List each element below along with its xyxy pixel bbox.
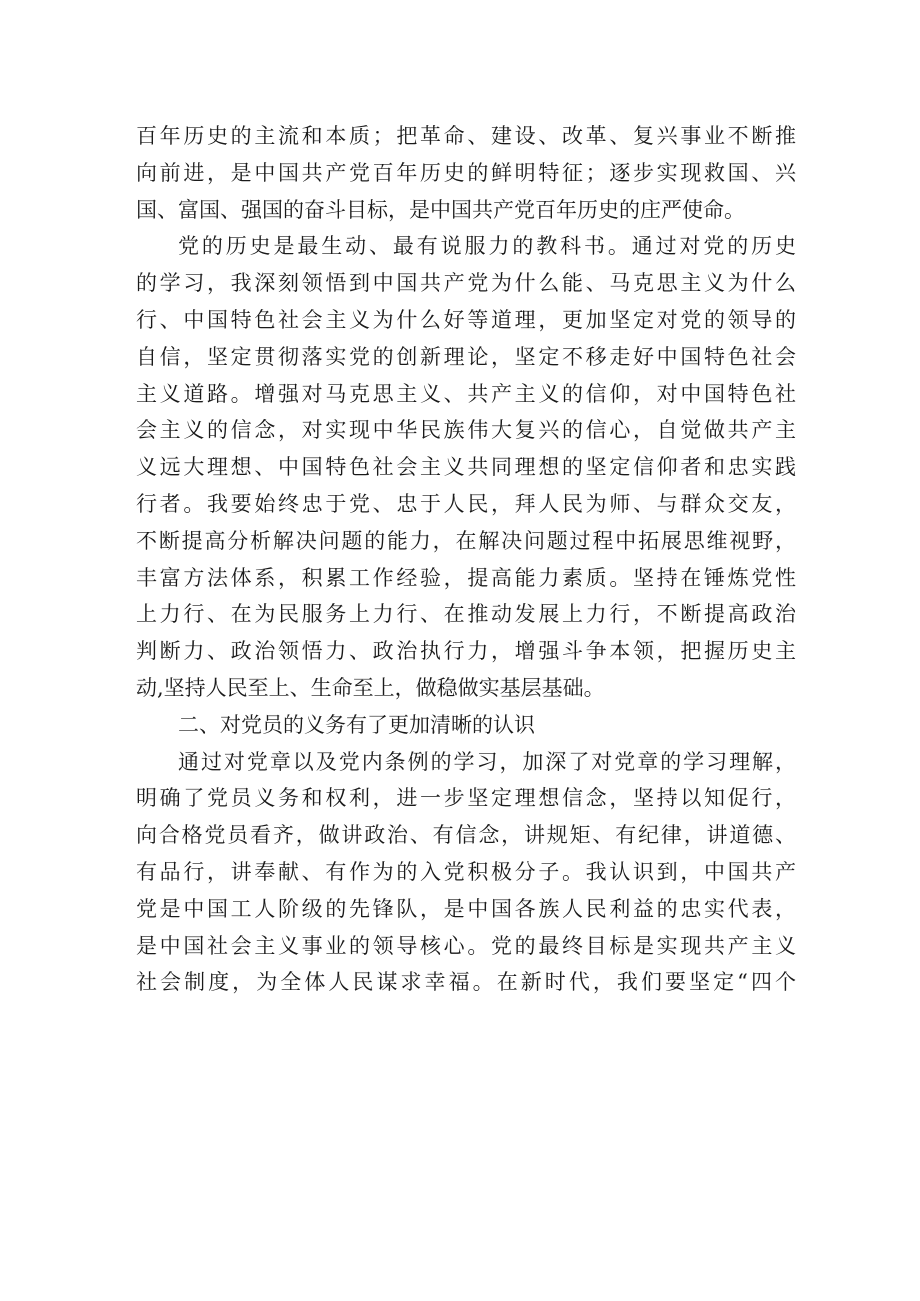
- text-line: 不断提高分析解决问题的能力，在解决问题过程中拓展思维视野，: [136, 528, 796, 553]
- text-line: 动,坚持人民至上、生命至上，做稳做实基层基础。: [136, 675, 605, 700]
- text-line: 通过对党章以及党内条例的学习，加深了对党章的学习理解，: [178, 749, 796, 774]
- text-line: 明确了党员义务和权利，进一步坚定理想信念，坚持以知促行，: [136, 786, 796, 811]
- text-line: 行、中国特色社会主义为什么好等道理，更加坚定对党的领导的: [136, 307, 796, 332]
- document-body: [136, 118, 796, 1001]
- text-line: 党的历史是最生动、最有说服力的教科书。通过对党的历史: [178, 234, 796, 259]
- text-line: 丰富方法体系，积累工作经验，提高能力素质。坚持在锤炼党性: [136, 565, 796, 590]
- text-line: 是中国社会主义事业的领导核心。党的最终目标是实现共产主义: [136, 933, 796, 958]
- text-line: 行者。我要始终忠于党、忠于人民，拜人民为师、与群众交友，: [136, 491, 796, 516]
- text-line: 党是中国工人阶级的先锋队，是中国各族人民利益的忠实代表，: [136, 896, 796, 921]
- text-line: 有品行，讲奉献、有作为的入党积极分子。我认识到，中国共产: [136, 859, 796, 884]
- text-line: 自信，坚定贯彻落实党的创新理论，坚定不移走好中国特色社会: [136, 344, 796, 369]
- text-line: 上力行、在为民服务上力行、在推动发展上力行，不断提高政治: [136, 602, 796, 627]
- text-line: 百年历史的主流和本质；把革命、建设、改革、复兴事业不断推: [136, 124, 796, 148]
- text-line: 主义道路。增强对马克思主义、共产主义的信仰，对中国特色社: [136, 381, 796, 406]
- section-heading: 二、对党员的义务有了更加清晰的认识: [178, 712, 535, 737]
- text-line: 义远大理想、中国特色社会主义共同理想的坚定信仰者和忠实践: [136, 455, 796, 480]
- text-line: 国、富国、强国的奋斗目标，是中国共产党百年历史的庄严使命。: [136, 197, 745, 222]
- text-line: 会主义的信念，对实现中华民族伟大复兴的信心，自觉做共产主: [136, 418, 796, 443]
- text-line: 社会制度，为全体人民谋求幸福。在新时代，我们要坚定“四个: [136, 970, 796, 995]
- text-line: 的学习，我深刻领悟到中国共产党为什么能、马克思主义为什么: [136, 271, 796, 296]
- text-line: 判断力、政治领悟力、政治执行力，增强斗争本领，把握历史主: [136, 639, 796, 664]
- text-line: 向合格党员看齐，做讲政治、有信念，讲规矩、有纪律，讲道德、: [136, 823, 796, 848]
- text-line: 向前进，是中国共产党百年历史的鲜明特征；逐步实现救国、兴: [136, 160, 796, 185]
